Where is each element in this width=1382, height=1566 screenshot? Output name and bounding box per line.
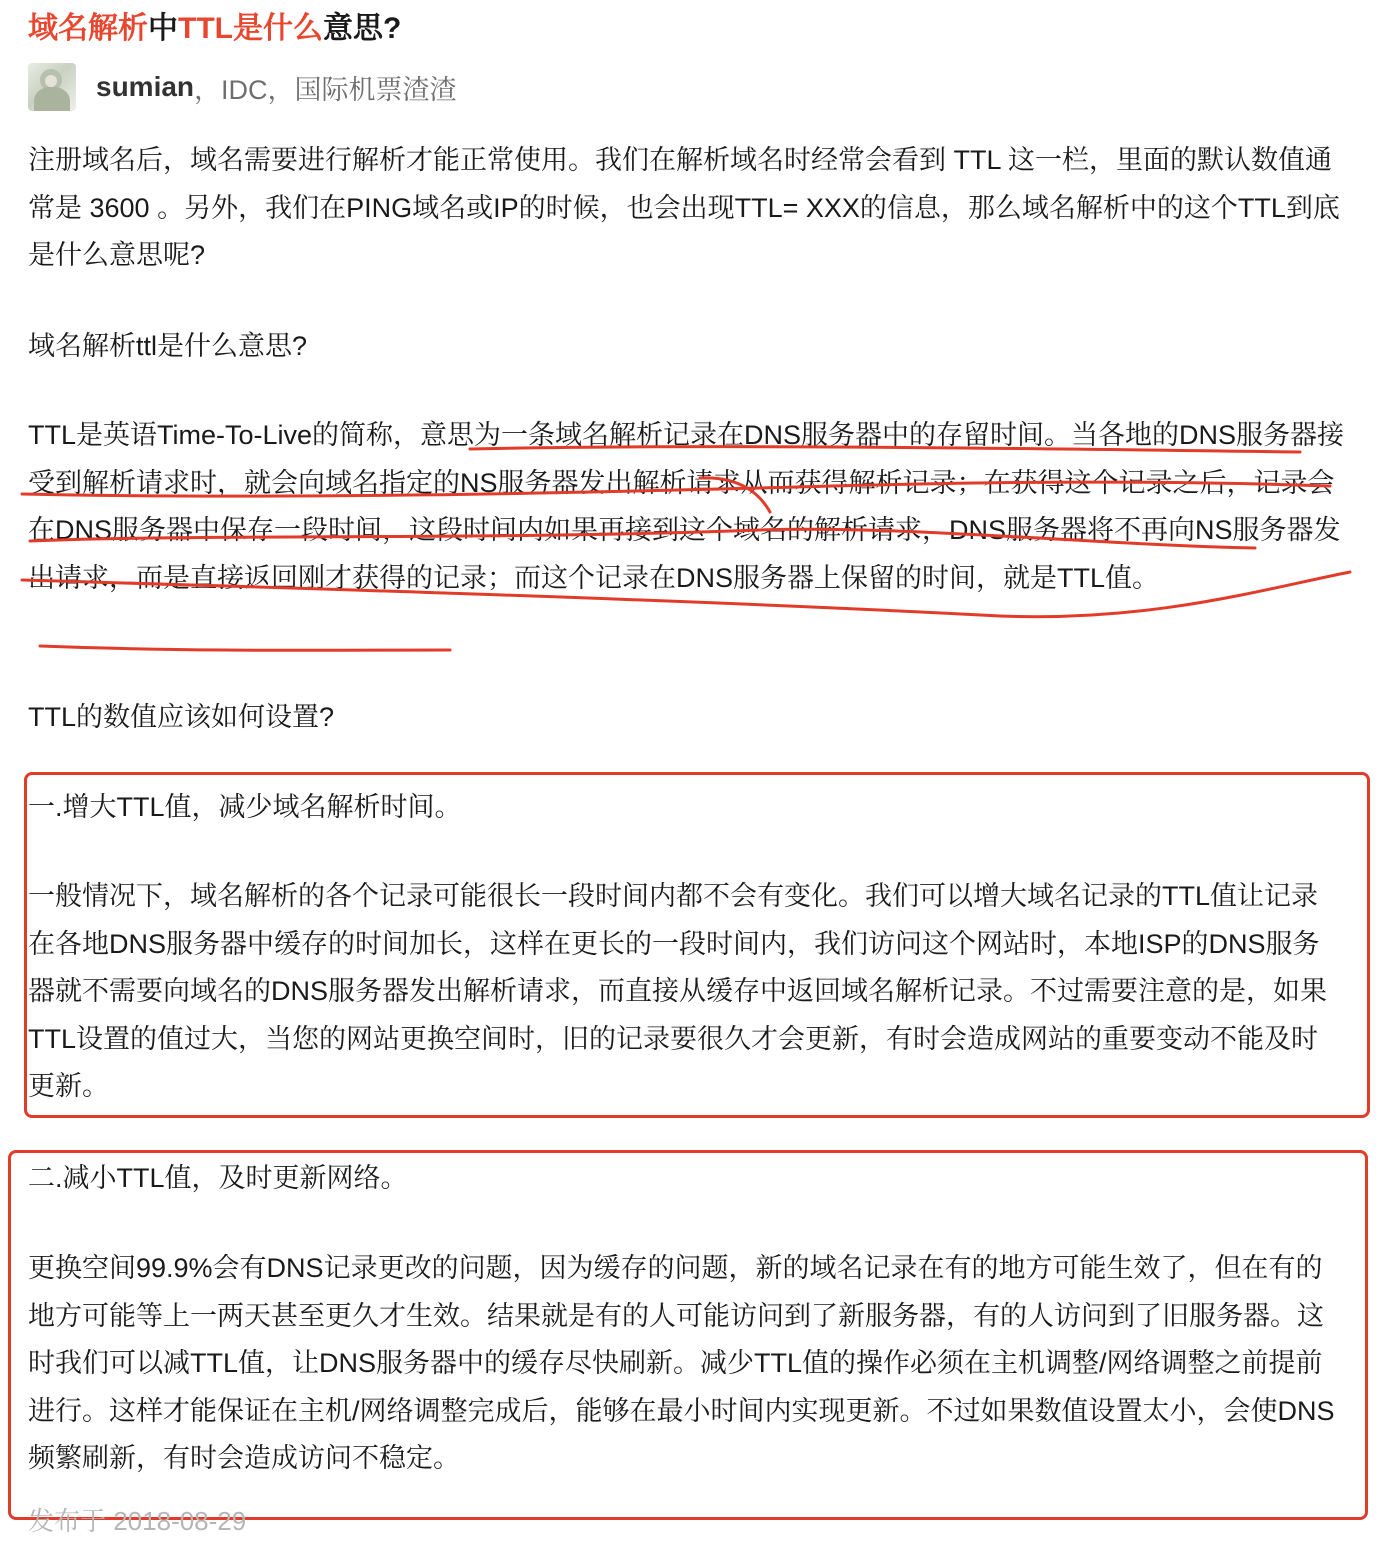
title-plain-2: 意思? xyxy=(322,12,402,45)
title-highlight-2: TTL是什么 xyxy=(178,12,323,45)
title-highlight-1: 域名解析 xyxy=(28,12,148,45)
publish-date: 发布于 2018-08-29 xyxy=(28,1506,247,1536)
question-2: TTL的数值应该如何设置? xyxy=(28,702,335,732)
author-bio: ，IDC，国际机票渣渣 xyxy=(194,74,457,105)
answer-1-paragraph: TTL是英语Time-To-Live的简称，意思为一条域名解析记录在DNS服务器中的存留时间。当各地的DNS服务器接受到解析请求时，就会向域名指定的NS服务器发出解析请求从而获得解析记录；在获得这个记录之后，记录会在DNS服务器中保存一段时间，这段时间内如果再接到这个域名的解析请求，DNS服务器将不再向NS服务器发出请求，而是直接返回刚才获得的记录；而这个记录在DNS服务器上保留的时间，就是TTL值。 xyxy=(28,420,1345,593)
section-1-body: 一般情况下，域名解析的各个记录可能很长一段时间内都不会有变化。我们可以增大域名记录的TTL值让记录在各地DNS服务器中缓存的时间加长，这样在更长的一段时间内，我们访问这个网站时，本地ISP的DNS服务器就不需要向域名的DNS服务器发出解析请求，而直接从缓存中返回域名解析记录。不过需要注意的是，如果TTL设置的值过大，当您的网站更换空间时，旧的记录要很久才会更新，有时会造成网站的重要变动不能及时更新。 xyxy=(28,881,1328,1102)
title-plain-1: 中 xyxy=(148,12,178,45)
section-2-body: 更换空间99.9%会有DNS记录更改的问题，因为缓存的问题，新的域名记录在有的地方可能生效了，但在有的地方可能等上一两天甚至更久才生效。结果就是有的人可能访问到了新服务器，有的人访问到了旧服务器。这时我们可以减TTL值，让DNS服务器中的缓存尽快刷新。减少TTL值的操作必须在主机调整/网络调整之前提前进行。这样才能保证在主机/网络调整完成后，能够在最小时间内实现更新。不过如果数值设置太小，会使DNS频繁刷新，有时会造成访问不稳定。 xyxy=(28,1253,1335,1474)
author-row xyxy=(28,62,457,112)
question-title[interactable] xyxy=(28,6,401,52)
avatar[interactable] xyxy=(28,63,76,111)
author-name[interactable]: sumian xyxy=(96,71,195,102)
question-1: 域名解析ttl是什么意思? xyxy=(28,331,308,361)
intro-paragraph: 注册域名后，域名需要进行解析才能正常使用。我们在解析域名时经常会看到 TTL 这一栏，里面的默认数值通常是 3600 。另外，我们在PING域名或IP的时候，也会出现TTL= XXX的信息，那么域名解析中的这个TTL到底是什么意思呢? xyxy=(28,145,1340,271)
section-1-title: 一.增大TTL值，减少域名解析时间。 xyxy=(28,792,462,822)
section-2-title: 二.减小TTL值，及时更新网络。 xyxy=(28,1163,408,1193)
